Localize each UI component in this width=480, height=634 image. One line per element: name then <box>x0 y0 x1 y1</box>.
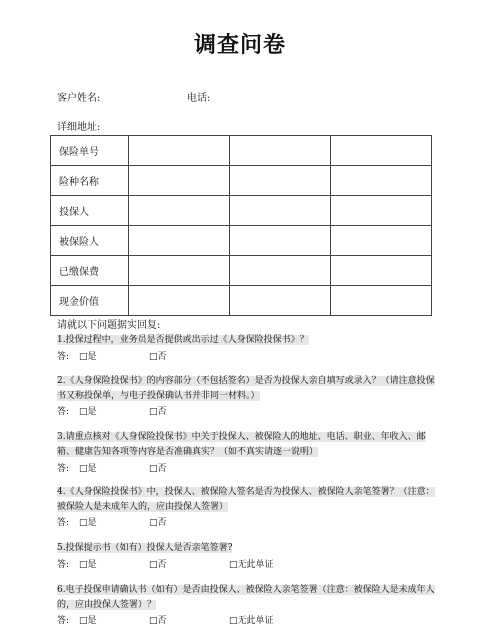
answer-label: 答: <box>57 560 70 570</box>
table-row <box>51 286 432 316</box>
table-cell-empty[interactable] <box>129 286 230 316</box>
instruction-text: 请就以下问题据实回复: <box>57 320 161 331</box>
table-cell-empty[interactable] <box>230 196 331 226</box>
answer-label: 答: <box>57 352 70 362</box>
table-cell-empty[interactable] <box>129 166 230 196</box>
checkbox-no[interactable]: □否 <box>149 616 167 626</box>
table-cell-empty[interactable] <box>230 166 331 196</box>
checkbox-no[interactable]: □否 <box>149 352 167 362</box>
table-row <box>51 256 432 286</box>
answer-row-2 <box>57 404 167 417</box>
table-cell-empty[interactable] <box>230 226 331 256</box>
question-6 <box>57 583 435 613</box>
row-label: 险种名称 <box>51 166 129 196</box>
table-cell-empty[interactable] <box>230 136 331 166</box>
table-cell-empty[interactable] <box>129 136 230 166</box>
answer-label: 答: <box>57 616 70 626</box>
question-4 <box>57 485 435 515</box>
answer-label: 答: <box>57 518 70 528</box>
table-cell-empty[interactable] <box>129 196 230 226</box>
checkbox-no[interactable]: □否 <box>149 407 167 417</box>
customer-name-label: 客户姓名: <box>57 93 101 104</box>
answer-row-4 <box>57 515 167 528</box>
table-cell-empty[interactable] <box>331 286 432 316</box>
question-text: 3.请重点核对《人身保险投保书》中关于投保人、被保险人的地址、电话、职业、年收入、邮箱、健康告知各项等内容是否准确真实？（如不真实请逐一说明） <box>57 432 426 457</box>
question-1 <box>57 333 435 348</box>
checkbox-none[interactable]: □无此单证 <box>229 616 274 626</box>
checkbox-yes[interactable]: □是 <box>79 464 97 474</box>
row-label: 被保险人 <box>51 226 129 256</box>
table-cell-empty[interactable] <box>331 226 432 256</box>
question-text: 6.电子投保申请确认书（如有）是否由投保人、被保险人亲笔签署（注意：被保险人是未成年人的，应由投保人签署）？ <box>57 585 435 610</box>
answer-row-1 <box>57 349 167 362</box>
table-row <box>51 226 432 256</box>
question-3 <box>57 430 435 460</box>
answer-row-3 <box>57 461 167 474</box>
answer-label: 答: <box>57 407 70 417</box>
policy-info-table <box>50 135 432 316</box>
question-text: 4.《人身保险投保书》中，投保人、被保险人签名是否为投保人、被保险人亲笔签署？（注意：被保险人是未成年人的，应由投保人签署） <box>57 487 435 512</box>
checkbox-no[interactable]: □否 <box>149 518 167 528</box>
table-cell-empty[interactable] <box>331 256 432 286</box>
row-label: 保险单号 <box>51 136 129 166</box>
checkbox-yes[interactable]: □是 <box>79 407 97 417</box>
table-cell-empty[interactable] <box>331 196 432 226</box>
page-title: 调查问卷 <box>193 32 286 58</box>
table-cell-empty[interactable] <box>331 166 432 196</box>
row-label: 已缴保费 <box>51 256 129 286</box>
checkbox-no[interactable]: □否 <box>149 560 167 570</box>
table-cell-empty[interactable] <box>129 256 230 286</box>
question-2 <box>57 374 435 404</box>
question-5 <box>57 541 435 556</box>
checkbox-yes[interactable]: □是 <box>79 352 97 362</box>
table-cell-empty[interactable] <box>129 226 230 256</box>
table-cell-empty[interactable] <box>230 256 331 286</box>
checkbox-yes[interactable]: □是 <box>79 616 97 626</box>
answer-row-6 <box>57 613 274 626</box>
answer-label: 答: <box>57 464 70 474</box>
checkbox-no[interactable]: □否 <box>149 464 167 474</box>
table-cell-empty[interactable] <box>331 136 432 166</box>
question-text: 5.投保提示书（如有）投保人是否亲笔签署? <box>57 543 233 553</box>
checkbox-yes[interactable]: □是 <box>79 560 97 570</box>
question-text: 2.《人身保险投保书》的内容部分（不包括签名）是否为投保人亲自填写或录入？（请注意投保书又称投保单，与电子投保确认书并非同一材料。） <box>57 376 435 401</box>
table-row <box>51 136 432 166</box>
checkbox-yes[interactable]: □是 <box>79 518 97 528</box>
question-text: 1.投保过程中，业务员是否提供或出示过《人身保险投保书》？ <box>57 335 309 345</box>
address-label: 详细地址: <box>57 122 101 133</box>
row-label: 现金价值 <box>51 286 129 316</box>
table-cell-empty[interactable] <box>230 286 331 316</box>
row-label: 投保人 <box>51 196 129 226</box>
phone-label: 电话: <box>187 93 211 104</box>
checkbox-none[interactable]: □无此单证 <box>229 560 274 570</box>
table-row <box>51 196 432 226</box>
table-row <box>51 166 432 196</box>
answer-row-5 <box>57 557 274 570</box>
